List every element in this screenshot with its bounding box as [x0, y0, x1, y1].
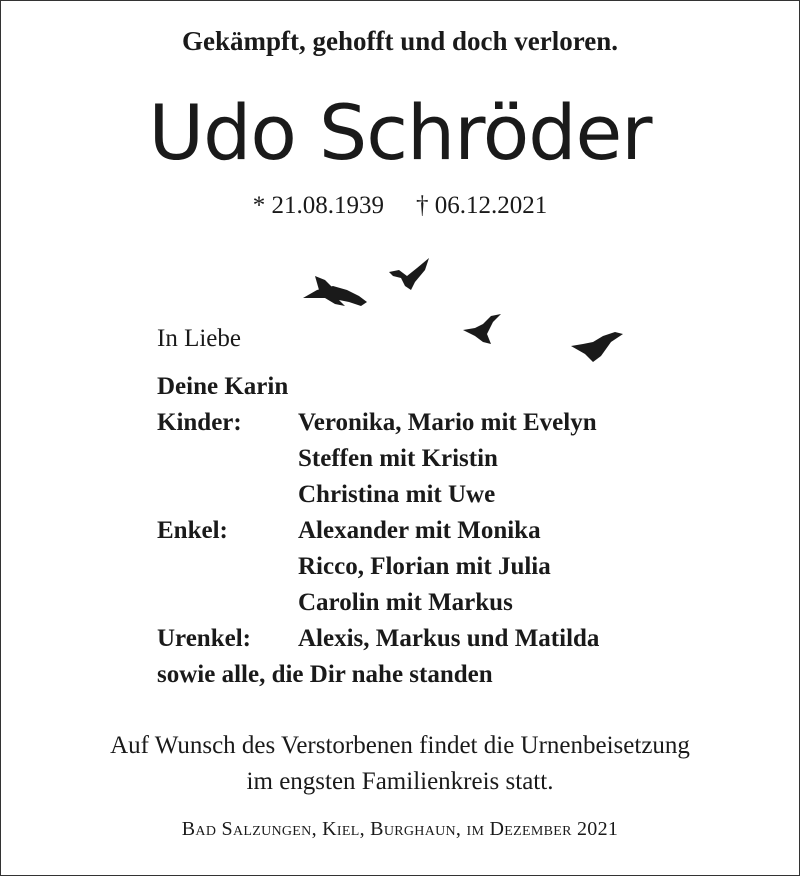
kinder-line: Steffen mit Kristin — [298, 445, 498, 472]
enkel-row — [157, 513, 599, 549]
notice-line: Auf Wunsch des Verstorbenen findet die Urnenbeisetzung — [110, 732, 690, 759]
in-liebe-text: In Liebe — [157, 325, 241, 352]
motto: Gekämpft, gehofft und doch verloren. — [182, 26, 618, 56]
life-dates — [0, 192, 800, 220]
kinder-line: Veronika, Mario mit Evelyn — [298, 409, 597, 436]
birth-date: * 21.08.1939 — [252, 192, 384, 219]
place-date-line: Bad Salzungen, Kiel, Burghaun, im Dezember 2021 — [181, 818, 619, 840]
enkel-line: Ricco, Florian mit Julia — [298, 553, 551, 580]
closing-line: sowie alle, die Dir nahe standen — [157, 661, 493, 688]
notice-line: im engsten Familienkreis statt. — [246, 768, 554, 795]
spouse-line: Deine Karin — [157, 373, 289, 400]
enkel-line: Alexander mit Monika — [298, 517, 541, 544]
kinder-label: Kinder: — [157, 409, 242, 436]
mourners-list — [157, 369, 599, 693]
kinder-row — [157, 405, 599, 441]
death-date: † 06.12.2021 — [416, 192, 548, 219]
urenkel-label: Urenkel: — [157, 625, 251, 652]
deceased-name: Udo Schröder — [148, 88, 652, 177]
urenkel-row — [157, 621, 599, 657]
flying-birds-icon — [295, 250, 635, 370]
burial-notice — [0, 728, 800, 800]
enkel-label: Enkel: — [157, 517, 228, 544]
urenkel-line: Alexis, Markus und Matilda — [298, 625, 600, 652]
enkel-line: Carolin mit Markus — [298, 589, 513, 616]
kinder-line: Christina mit Uwe — [298, 481, 496, 508]
